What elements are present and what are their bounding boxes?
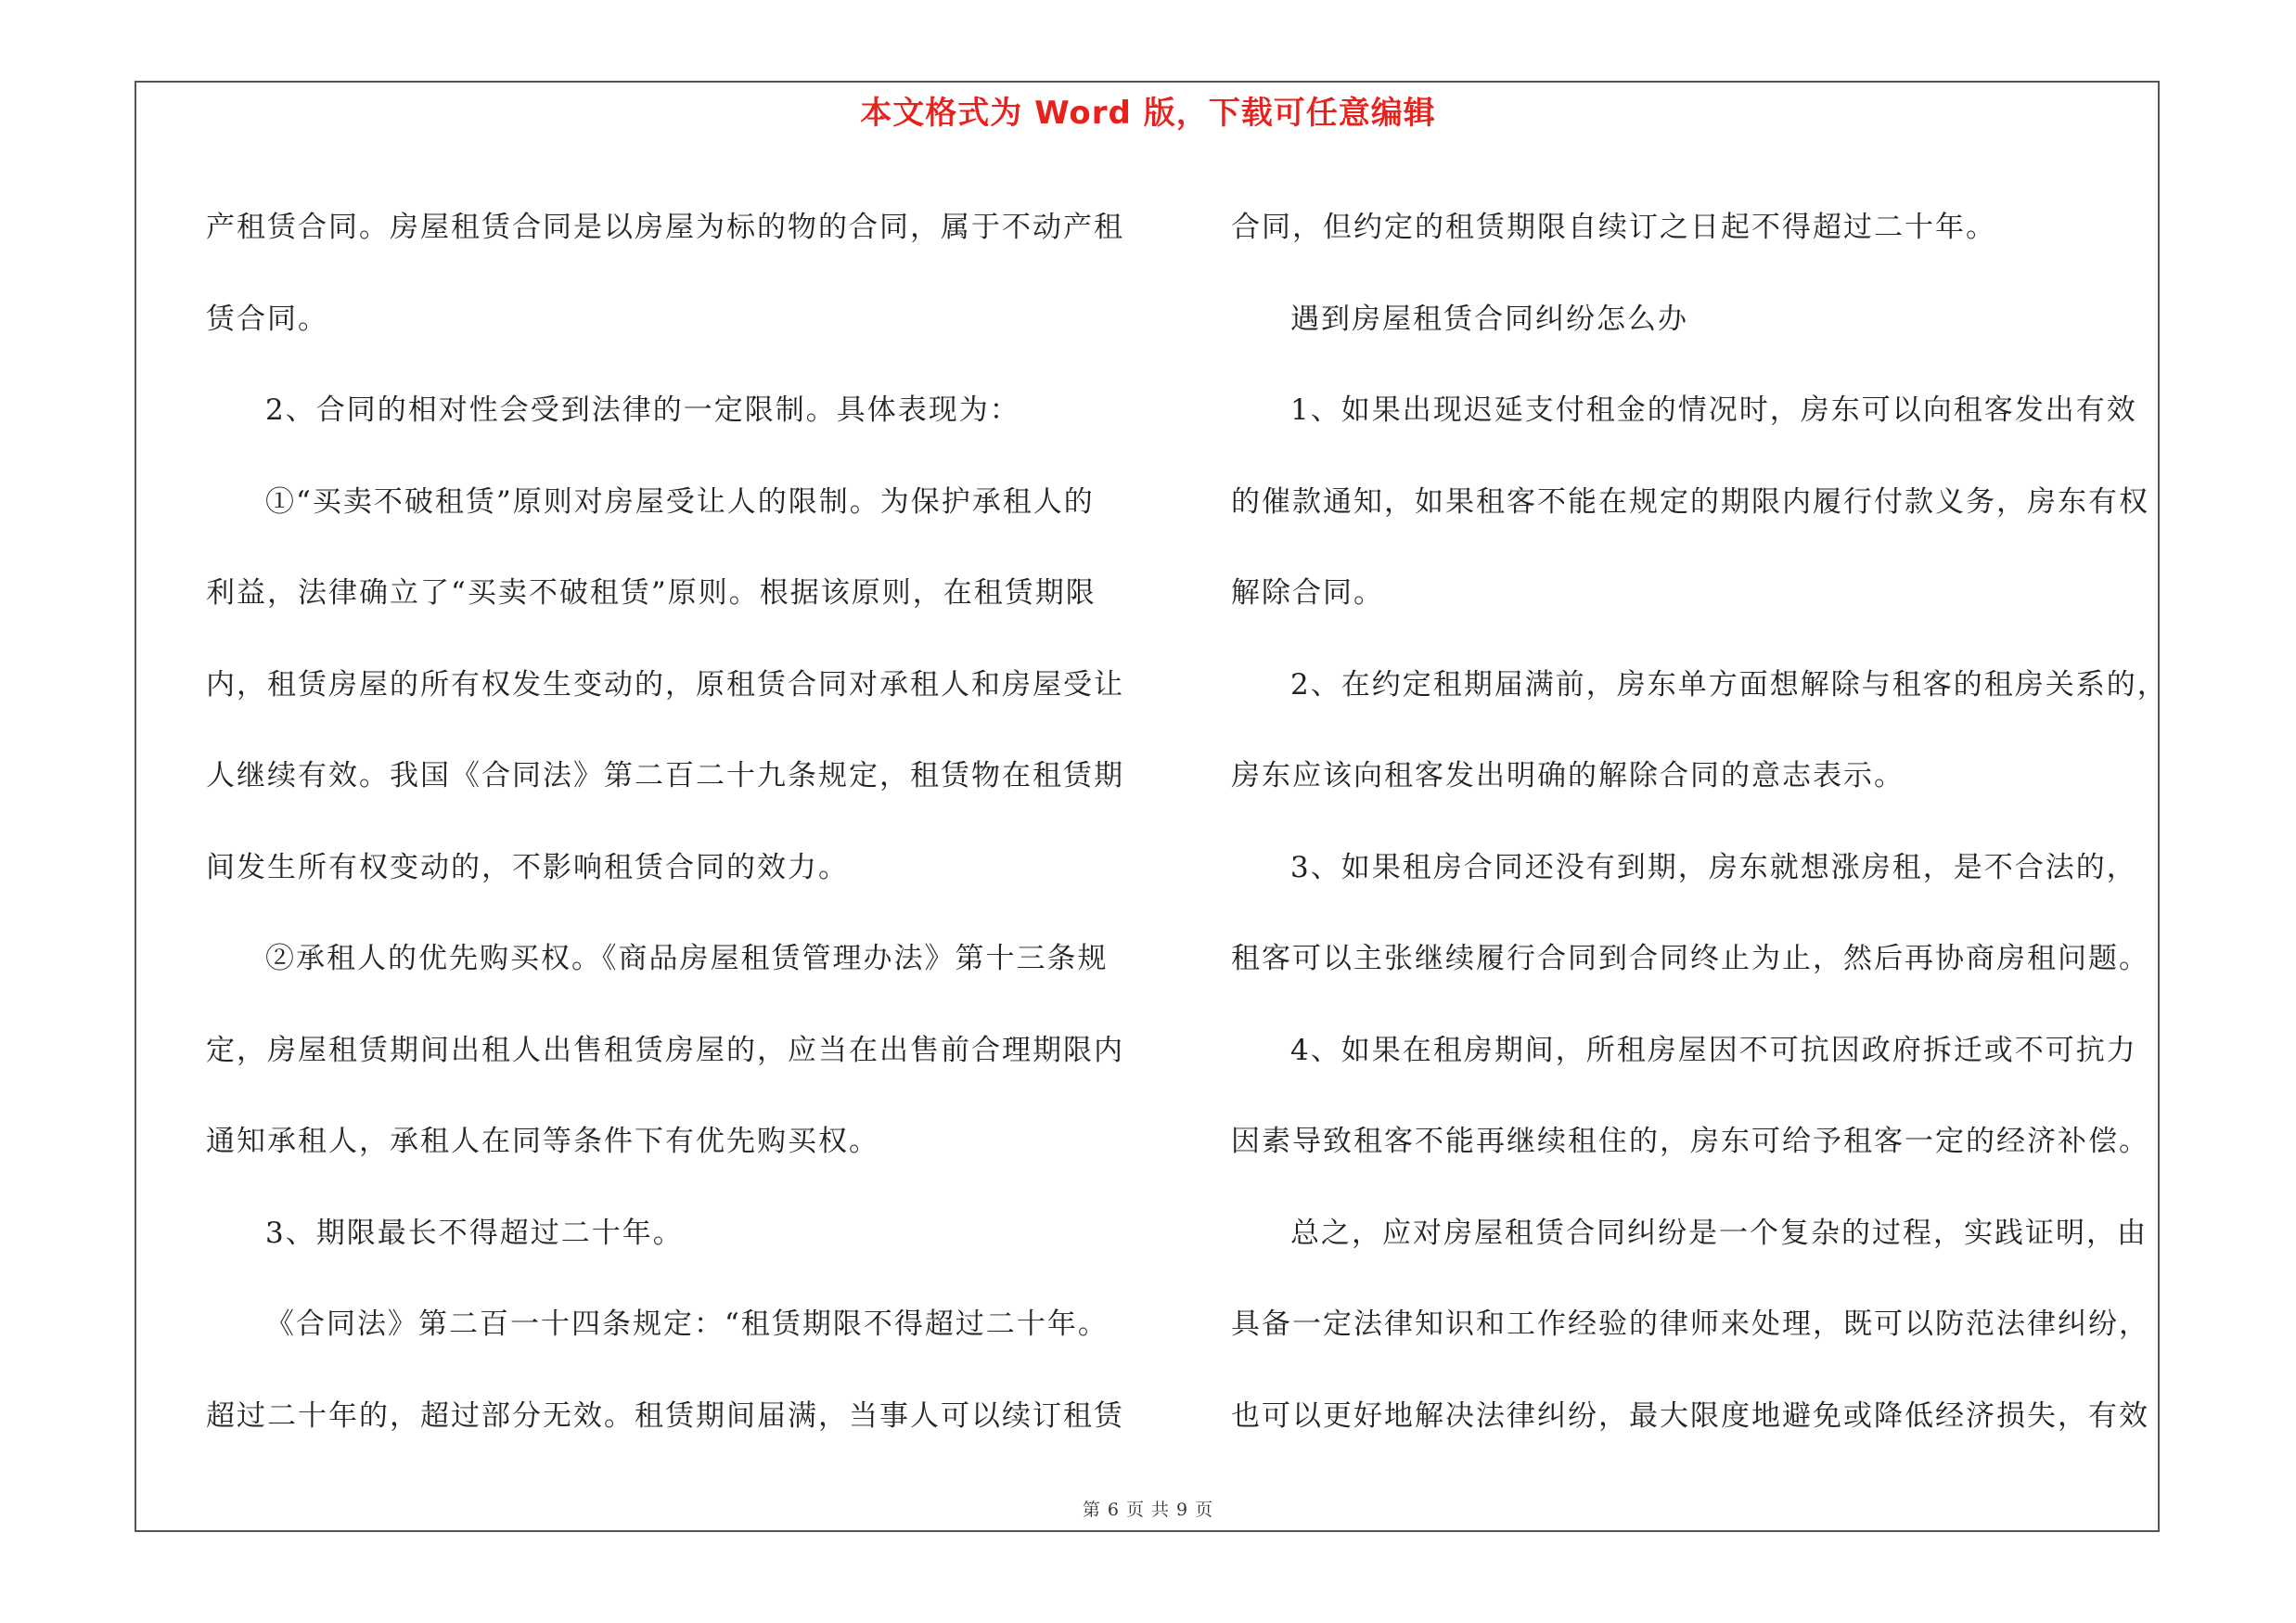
text-line: 内，租赁房屋的所有权发生变动的，原租赁合同对承租人和房屋受让 bbox=[206, 667, 1124, 702]
text-line: 遇到房屋租赁合同纠纷怎么办 bbox=[1290, 302, 1688, 336]
text-line: 产租赁合同。房屋租赁合同是以房屋为标的物的合同，属于不动产租 bbox=[206, 211, 1124, 244]
text-line: 通知承租人，承租人在同等条件下有优先购买权。 bbox=[206, 1125, 879, 1158]
text-line: 赁合同。 bbox=[206, 302, 328, 336]
text-line: 2、在约定租期届满前，房东单方面想解除与租客的租房关系的， bbox=[1290, 667, 2168, 702]
text-line: 2、合同的相对性会受到法律的一定限制。具体表现为： bbox=[265, 393, 1020, 427]
text-line: 4、如果在租房期间，所租房屋因不可抗因政府拆迁或不可抗力 bbox=[1290, 1033, 2137, 1067]
text-line: 1、如果出现迟延支付租金的情况时，房东可以向租客发出有效 bbox=[1290, 393, 2137, 427]
text-line: 人继续有效。我国《合同法》第二百二十九条规定，租赁物在租赁期 bbox=[206, 759, 1124, 792]
text-line: 《合同法》第二百一十四条规定：“租赁期限不得超过二十年。 bbox=[265, 1307, 1109, 1341]
text-line: 超过二十年的，超过部分无效。租赁期间届满，当事人可以续订租赁 bbox=[206, 1398, 1124, 1433]
text-line: 定，房屋租赁期间出租人出售租赁房屋的，应当在出售前合理期限内 bbox=[206, 1033, 1124, 1067]
text-line: 合同，但约定的租赁期限自续订之日起不得超过二十年。 bbox=[1231, 211, 1996, 244]
left-text-column bbox=[206, 182, 1134, 1462]
text-line: ②承租人的优先购买权。《商品房屋租赁管理办法》第十三条规 bbox=[265, 942, 1109, 975]
text-line: 利益，法律确立了“买卖不破租赁”原则。根据该原则，在租赁期限 bbox=[206, 576, 1097, 610]
text-line: 总之，应对房屋租赁合同纠纷是一个复杂的过程，实践证明，由 bbox=[1290, 1216, 2148, 1250]
text-line: 房东应该向租客发出明确的解除合同的意志表示。 bbox=[1231, 759, 1905, 792]
text-line: 的催款通知，如果租客不能在规定的期限内履行付款义务，房东有权 bbox=[1231, 484, 2149, 519]
text-line: 具备一定法律知识和工作经验的律师来处理，既可以防范法律纠纷， bbox=[1231, 1307, 2149, 1341]
text-line: 间发生所有权变动的，不影响租赁合同的效力。 bbox=[206, 850, 849, 884]
text-line: ①“买卖不破租赁”原则对房屋受让人的限制。为保护承租人的 bbox=[265, 484, 1095, 519]
right-text-column bbox=[1231, 182, 2168, 1462]
text-line: 也可以更好地解决法律纠纷，最大限度地避免或降低经济损失，有效 bbox=[1231, 1398, 2149, 1433]
page-number-footer: 第 6 页 共 9 页 bbox=[1082, 1500, 1214, 1520]
word-format-banner: 本文格式为 Word 版，下载可任意编辑 bbox=[860, 95, 1436, 132]
text-line: 解除合同。 bbox=[1231, 576, 1384, 610]
text-line: 3、期限最长不得超过二十年。 bbox=[265, 1216, 684, 1250]
text-line: 3、如果租房合同还没有到期，房东就想涨房租，是不合法的， bbox=[1290, 850, 2137, 884]
text-line: 租客可以主张继续履行合同到合同终止为止，然后再协商房租问题。 bbox=[1231, 942, 2149, 975]
text-line: 因素导致租客不能再继续租住的，房东可给予租客一定的经济补偿。 bbox=[1231, 1125, 2149, 1158]
